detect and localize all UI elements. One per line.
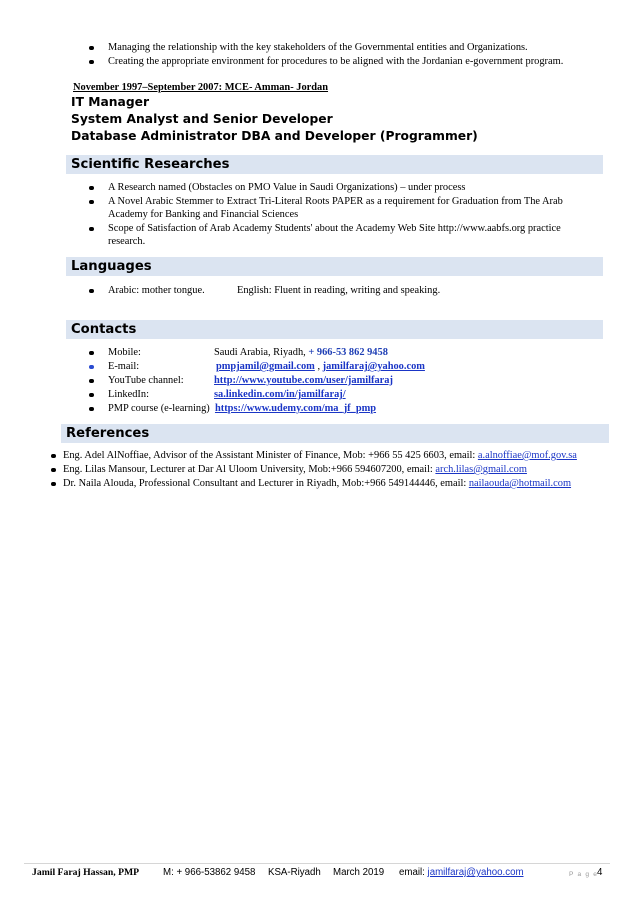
email-link-yahoo[interactable]: jamilfaraj@yahoo.com — [322, 361, 425, 372]
email-separator: , — [314, 361, 323, 372]
contact-label: PMP course (e-learning) — [108, 403, 210, 414]
section-heading-references: References — [61, 424, 609, 443]
reference-email-link[interactable]: a.alnoffiae@mof.gov.sa — [477, 450, 577, 461]
contact-email — [0, 360, 638, 373]
reference-text: Eng. Lilas Mansour, Lecturer at Dar Al Uloom University, Mob:+966 594607200, email: — [63, 464, 436, 475]
footer-name: Jamil Faraj Hassan, PMP — [32, 867, 140, 878]
responsibility-list — [0, 41, 638, 68]
contact-pmp-course — [0, 402, 638, 415]
reference-text: Dr. Naila Alouda, Professional Consultant and Lecturer in Riyadh, Mob:+966 549144446, email: — [63, 478, 469, 489]
contact-list — [0, 346, 638, 415]
footer-email-label: email: — [399, 867, 428, 878]
role-title: System Analyst and Senior Developer — [71, 112, 333, 126]
email-link-gmail[interactable]: pmpjamil@gmail.com — [216, 361, 315, 372]
footer-page-label: P a g e — [569, 871, 599, 878]
footer-location: KSA-Riyadh — [268, 867, 321, 878]
contact-label: YouTube channel: — [108, 375, 184, 386]
footer-date: March 2019 — [333, 867, 385, 878]
contact-label: E-mail: — [108, 361, 140, 372]
footer-email-link[interactable]: jamilfaraj@yahoo.com — [427, 867, 524, 878]
mobile-number: + 966-53 862 9458 — [308, 347, 388, 358]
list-item: A Research named (Obstacles on PMO Value in Saudi Organizations) – under process — [0, 181, 638, 194]
pmp-course-link[interactable]: https://www.udemy.com/ma_jf_pmp — [214, 403, 377, 414]
role-title: IT Manager — [71, 95, 150, 109]
list-item — [0, 463, 638, 476]
research-list — [0, 181, 638, 248]
contact-linkedin — [0, 388, 638, 401]
contact-mobile — [0, 346, 638, 359]
list-item — [0, 449, 638, 462]
list-item: A Novel Arabic Stemmer to Extract Tri-Literal Roots PAPER as a requirement for Graduation from The Arab Academy for Banking and Financial Sciences — [0, 195, 638, 221]
list-item: Creating the appropriate environment for procedures to be aligned with the Jordanian e-government program. — [0, 55, 638, 68]
list-item: Scope of Satisfaction of Arab Academy Students' about the Academy Web Site http://www.aabfs.org practice research. — [0, 222, 638, 248]
reference-email-link[interactable]: arch.lilas@gmail.com — [435, 464, 527, 475]
section-heading-scientific: Scientific Researches — [66, 155, 603, 174]
language-english: English: Fluent in reading, writing and speaking. — [237, 285, 441, 296]
reference-email-link[interactable]: nailaouda@hotmail.com — [468, 478, 572, 489]
youtube-link[interactable]: http://www.youtube.com/user/jamilfaraj — [214, 375, 393, 386]
section-heading-contacts: Contacts — [66, 320, 603, 339]
linkedin-link[interactable]: sa.linkedin.com/in/jamilfaraj/ — [214, 389, 346, 400]
contact-label: Mobile: — [108, 347, 141, 358]
language-arabic: Arabic: mother tongue. — [108, 285, 205, 296]
reference-list — [0, 449, 638, 490]
language-list — [0, 284, 638, 297]
mobile-location: Saudi Arabia, Riyadh, — [214, 347, 309, 358]
footer-page-number: 4 — [597, 867, 603, 878]
list-item — [0, 284, 638, 297]
footer-divider — [24, 863, 610, 864]
reference-text: Eng. Adel AlNoffiae, Advisor of the Assistant Minister of Finance, Mob: +966 55 425 6603, email: — [63, 450, 478, 461]
list-item — [0, 477, 638, 490]
contact-youtube — [0, 374, 638, 387]
experience-period: November 1997–September 2007: MCE- Amman- Jordan — [73, 82, 329, 93]
section-heading-languages: Languages — [66, 257, 603, 276]
contact-label: LinkedIn: — [108, 389, 149, 400]
footer-mobile: M: + 966-53862 9458 — [163, 867, 256, 878]
list-item: Managing the relationship with the key stakeholders of the Governmental entities and Organizations. — [0, 41, 638, 54]
role-list — [71, 94, 478, 145]
role-title: Database Administrator DBA and Developer (Programmer) — [71, 129, 478, 143]
